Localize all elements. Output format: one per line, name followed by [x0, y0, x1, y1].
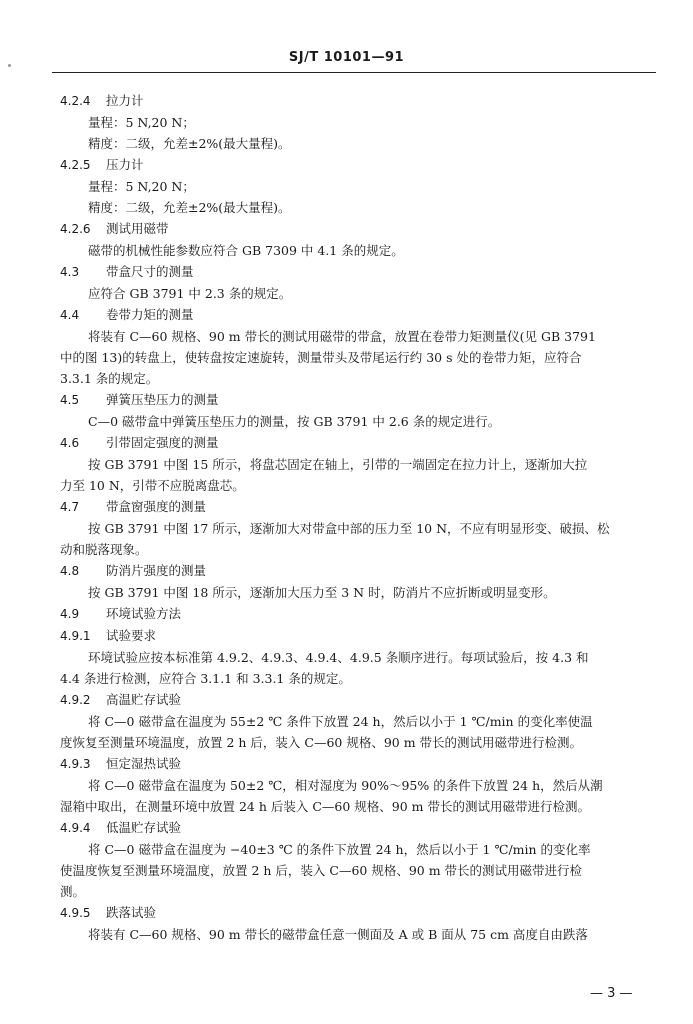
section-number: 4.6: [60, 436, 80, 450]
section-number: 4.9.5: [60, 906, 91, 920]
section-title: 拉力计: [106, 93, 144, 108]
paragraph: [60, 839, 666, 902]
section-heading: [60, 389, 666, 411]
text-line: 按 GB 3791 中图 18 所示，逐渐加大压力至 3 N 时，防消片不应折断或明显变形。: [88, 585, 556, 600]
header-rule: [52, 72, 656, 73]
section-number: 4.9.2: [60, 693, 91, 707]
section-heading: [60, 154, 666, 176]
section-title: 防消片强度的测量: [106, 563, 207, 578]
paragraph-line: 中的图 13)的转盘上，使转盘按定速旋转，测量带头及带尾运行约 30 s 处的卷带力矩，应符合: [60, 350, 582, 365]
section-heading: [60, 218, 666, 240]
paragraph-line: 使温度恢复至测量环境温度，放置 2 h 后，装入 C—60 规格、90 m 带长的测试用磁带进行检: [60, 863, 583, 878]
text-line: 精度：二级，允差±2%(最大量程)。: [88, 200, 291, 215]
section-title: 引带固定强度的测量: [106, 435, 219, 450]
text-line: 精度：二级，允差±2%(最大量程)。: [88, 136, 291, 151]
section-heading: [60, 90, 666, 112]
paragraph-line: 4.4 条进行检测，应符合 3.1.1 和 3.3.1 条的规定。: [60, 671, 351, 686]
section-heading: [60, 689, 666, 711]
text-line: C—0 磁带盒中弹簧压垫压力的测量，按 GB 3791 中 2.6 条的规定进行。: [88, 414, 501, 429]
section-title: 带盒尺寸的测量: [106, 264, 194, 279]
paragraph: [60, 326, 666, 389]
paragraph-line: 3.3.1 条的规定。: [60, 371, 159, 386]
paragraph-line: 湿箱中取出，在测量环境中放置 24 h 后装入 C—60 规格、90 m 带长的测试用磁带进行检测。: [60, 799, 591, 814]
section-title: 测试用磁带: [106, 221, 169, 236]
section-title: 弹簧压垫压力的测量: [106, 392, 219, 407]
paragraph-line: 度恢复至测量环境温度，放置 2 h 后，装入 C—60 规格、90 m 带长的测试用磁带进行检测。: [60, 735, 583, 750]
paragraph-line: 力至 10 N，引带不应脱离盘芯。: [60, 478, 245, 493]
section-number: 4.5: [60, 393, 80, 407]
text-line: 将装有 C—60 规格、90 m 带长的磁带盒任意一侧面及 A 或 B 面从 75 cm 高度自由跌落: [88, 927, 588, 942]
section-title: 压力计: [106, 157, 144, 172]
section-number: 4.2.5: [60, 158, 91, 172]
section-heading: [60, 817, 666, 839]
standard-header: SJ/T 10101—91: [288, 50, 405, 65]
paragraph-line: 按 GB 3791 中图 17 所示，逐渐加大对带盒中部的压力至 10 N，不应有明显形变、破损、松: [88, 521, 610, 536]
section-heading: [60, 496, 666, 518]
section-number: 4.9.1: [60, 629, 91, 643]
text-line: 应符合 GB 3791 中 2.3 条的规定。: [88, 286, 292, 301]
paragraph-line: 测。: [60, 884, 86, 899]
section-heading: [60, 625, 666, 647]
text-line: 磁带的机械性能参数应符合 GB 7309 中 4.1 条的规定。: [88, 243, 404, 258]
section-heading: [60, 432, 666, 454]
section-heading: [60, 304, 666, 326]
section-title: 环境试验方法: [106, 606, 182, 621]
section-title: 高温贮存试验: [106, 692, 182, 707]
paragraph: [60, 711, 666, 753]
paragraph: [60, 647, 666, 689]
paragraph-line: 将 C—0 磁带盒在温度为 55±2 ℃ 条件下放置 24 h，然后以小于 1 ℃/min 的变化率使温: [88, 714, 593, 729]
section-title: 低温贮存试验: [106, 820, 182, 835]
paragraph-line: 将 C—0 磁带盒在温度为 −40±3 ℃ 的条件下放置 24 h，然后以小于 1 ℃/min 的变化率: [88, 842, 591, 857]
section-heading: [60, 902, 666, 924]
text-line: 量程：5 N,20 N；: [88, 115, 195, 130]
section-number: 4.9.4: [60, 821, 91, 835]
section-heading: [60, 560, 666, 582]
document-body: [60, 90, 666, 945]
section-heading: [60, 261, 666, 283]
section-title: 试验要求: [106, 628, 157, 643]
section-number: 4.3: [60, 265, 80, 279]
section-title: 恒定湿热试验: [106, 756, 182, 771]
section-number: 4.4: [60, 308, 80, 322]
paragraph-line: 环境试验应按本标准第 4.9.2、4.9.3、4.9.4、4.9.5 条顺序进行。每项试验后，按 4.3 和: [88, 650, 589, 665]
section-heading: [60, 753, 666, 775]
section-title: 卷带力矩的测量: [106, 307, 194, 322]
section-title: 跌落试验: [106, 905, 157, 920]
paragraph-line: 将装有 C—60 规格、90 m 带长的测试用磁带的带盒，放置在卷带力矩测量仪(见 GB 3791: [88, 329, 596, 344]
page-number: — 3 —: [590, 986, 633, 1001]
paragraph-line: 按 GB 3791 中图 15 所示，将盘芯固定在轴上，引带的一端固定在拉力计上，逐渐加大拉: [88, 457, 588, 472]
paragraph: [60, 518, 666, 560]
paragraph-line: 动和脱落现象。: [60, 542, 148, 557]
section-title: 带盒窗强度的测量: [106, 499, 207, 514]
paragraph: [60, 775, 666, 817]
section-heading: [60, 603, 666, 625]
section-number: 4.2.4: [60, 94, 91, 108]
section-number: 4.9.3: [60, 757, 91, 771]
section-number: 4.8: [60, 564, 80, 578]
section-number: 4.9: [60, 607, 80, 621]
section-number: 4.2.6: [60, 222, 91, 236]
text-line: 量程：5 N,20 N；: [88, 179, 195, 194]
paragraph-line: 将 C—0 磁带盒在温度为 50±2 ℃，相对湿度为 90%～95% 的条件下放置 24 h，然后从潮: [88, 778, 603, 793]
paragraph: [60, 454, 666, 496]
section-number: 4.7: [60, 500, 80, 514]
